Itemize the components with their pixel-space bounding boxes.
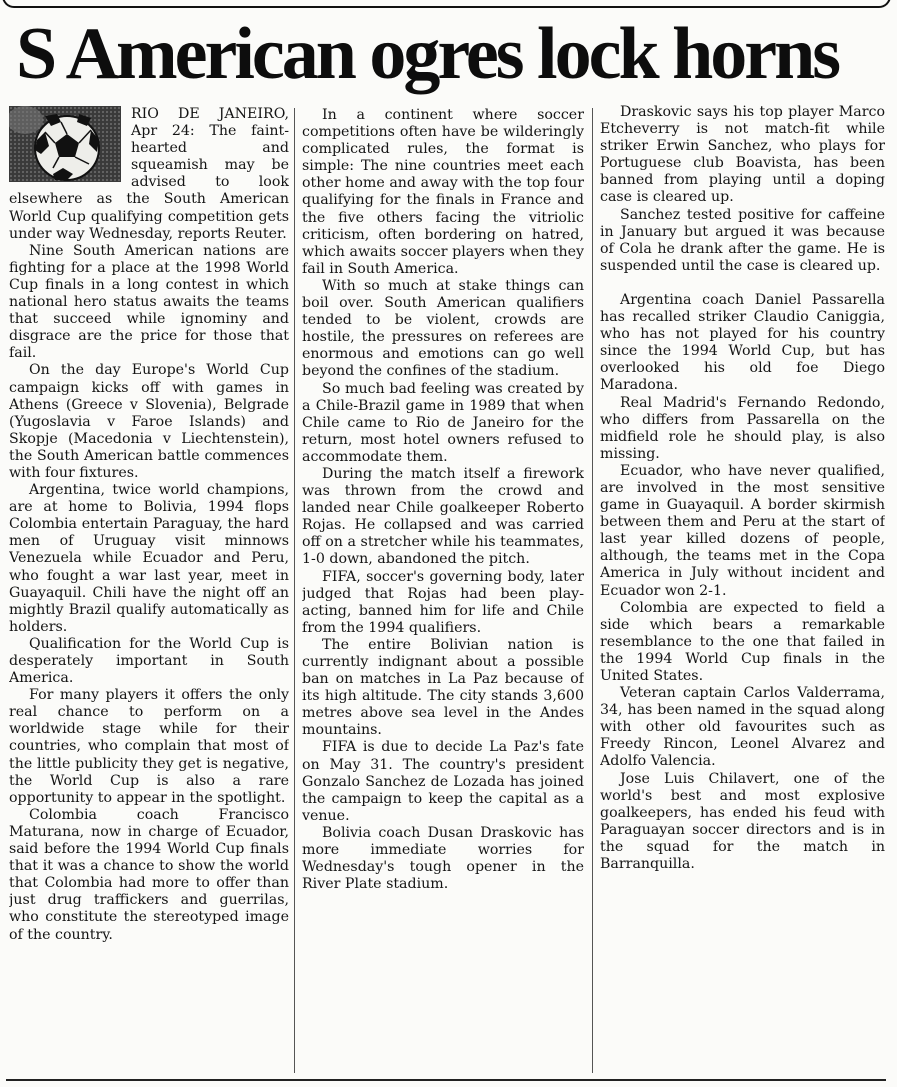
column-divider: [294, 108, 295, 1073]
paragraph: FIFA, soccer's governing body, later judged that Rojas had been play-acting, banned him for life and Chile from the 1994 qualifiers.: [302, 568, 584, 636]
column-divider: [592, 108, 593, 1073]
paragraph: RIO DE JANEIRO, Apr 24: The faint-hearted and squeamish may be advised to look elsewhere as the South American World Cup qualifying competition gets under way Wednesday, reports Reuter.: [9, 106, 289, 242]
paragraph: Real Madrid's Fernando Redondo, who differs from Passarella on the midfield role he should play, is also missing.: [600, 394, 885, 462]
paragraph: Argentina coach Daniel Passarella has recalled striker Claudio Caniggia, who has not played for his country since the 1994 World Cup, but has overlooked his old foe Diego Maradona.: [600, 291, 885, 394]
paragraph: Ecuador, who have never qualified, are involved in the most sensitive game in Guayaquil. A border skirmish between them and Peru at the start of last year killed dozens of people, although, the teams met in the Copa America in July without incident and Ecuador won 2-1.: [600, 462, 885, 599]
paragraph: Qualification for the World Cup is desperately important in South America.: [9, 635, 289, 687]
paragraph: Veteran captain Carlos Valderrama, 34, has been named in the squad along with other old favourites such as Freedy Rincon, Leonel Alvarez and Adolfo Valencia.: [600, 685, 885, 770]
paragraph: Nine South American nations are fighting for a place at the 1998 World Cup finals in a long contest in which national hero status awaits the teams that succeed while ignominy and disgrace are the price for those that fail.: [9, 242, 289, 362]
paragraph: Colombia coach Francisco Maturana, now in charge of Ecuador, said before the 1994 World Cup finals that it was a chance to show the world that Colombia had more to offer than just drug traffickers and guerrilas, who constitute the stereotyped image of the country.: [9, 806, 289, 943]
top-border-frame: [2, 0, 891, 8]
paragraph: The entire Bolivian nation is currently indignant about a possible ban on matches in La Paz because of its high altitude. The city stands 3,600 metres above sea level in the Andes mountains.: [302, 636, 584, 739]
headline: S American ogres lock horns: [16, 13, 839, 95]
paragraph: Colombia are expected to field a side which bears a remarkable resemblance to the one that failed in the 1994 World Cup finals in the United States.: [600, 599, 885, 684]
soccer-ball-icon: [9, 106, 121, 182]
paragraph: Argentina, twice world champions, are at home to Bolivia, 1994 flops Colombia entertain Paraguay, the hard men of Uruguay visit minnows Venezuela while Ecuador and Peru, who fought a war last year, meet in Guayaquil. Chili have the night off an mightly Brazil qualify automatically as holders.: [9, 482, 289, 635]
paragraph: So much bad feeling was created by a Chile-Brazil game in 1989 that when Chile came to Rio de Janeiro for the return, most hotel owners refused to accommodate them.: [302, 380, 584, 465]
article-column-3: [600, 104, 885, 1074]
paragraph: In a continent where soccer competitions often have be wilderingly complicated rules, the format is simple: The nine countries meet each other home and away with the top four qualifying for the finals in France and the five others facing the vitriolic criticism, often bordering on hatred, which awaits soccer players when they fail in South America.: [302, 107, 584, 277]
paragraph: On the day Europe's World Cup campaign kicks off with games in Athens (Greece v Slovenia), Belgrade (Yugoslavia v Faroe Islands) and Skopje (Macedonia v Liechtenstein), the South American battle commences with four fixtures.: [9, 362, 289, 481]
paragraph: Bolivia coach Dusan Draskovic has more immediate worries for Wednesday's tough opener in the River Plate stadium.: [302, 824, 584, 893]
bottom-rule: [6, 1079, 886, 1081]
paragraph: Draskovic says his top player Marco Etcheverry is not match-fit while striker Erwin Sanchez, who plays for Portuguese club Boavista, has been banned from playing until a doping case is cleared up.: [600, 104, 885, 206]
article-column-2: [302, 107, 584, 1077]
paragraph: During the match itself a firework was thrown from the crowd and landed near Chile goalkeeper Roberto Rojas. He collapsed and was carried off on a stretcher while his teammates, 1-0 down, abandoned the pitch.: [302, 465, 584, 568]
paragraph: FIFA is due to decide La Paz's fate on May 31. The country's president Gonzalo Sanchez de Lozada has joined the campaign to keep the capital as a venue.: [302, 739, 584, 824]
paragraph: With so much at stake things can boil over. South American qualifiers tended to be violent, crowds are hostile, the pressures on referees are enormous and emotions can go well beyond the confines of the stadium.: [302, 277, 584, 380]
paragraph: Jose Luis Chilavert, one of the world's best and most explosive goalkeepers, has ended his feud with Paraguayan soccer directors and is in the squad for the match in Barranquilla.: [600, 770, 885, 873]
paragraph: Sanchez tested positive for caffeine in January but argued it was because of Cola he drank after the game. He is suspended until the case is cleared up.: [600, 206, 885, 274]
paragraph: For many players it offers the only real chance to perform on a worldwide stage while for their countries, who complain that most of the little publicity they get is negative, the World Cup is also a rare opportunity to appear in the spotlight.: [9, 687, 289, 806]
soccer-ball-photo: [9, 106, 121, 182]
article-column-1: [9, 106, 289, 1076]
